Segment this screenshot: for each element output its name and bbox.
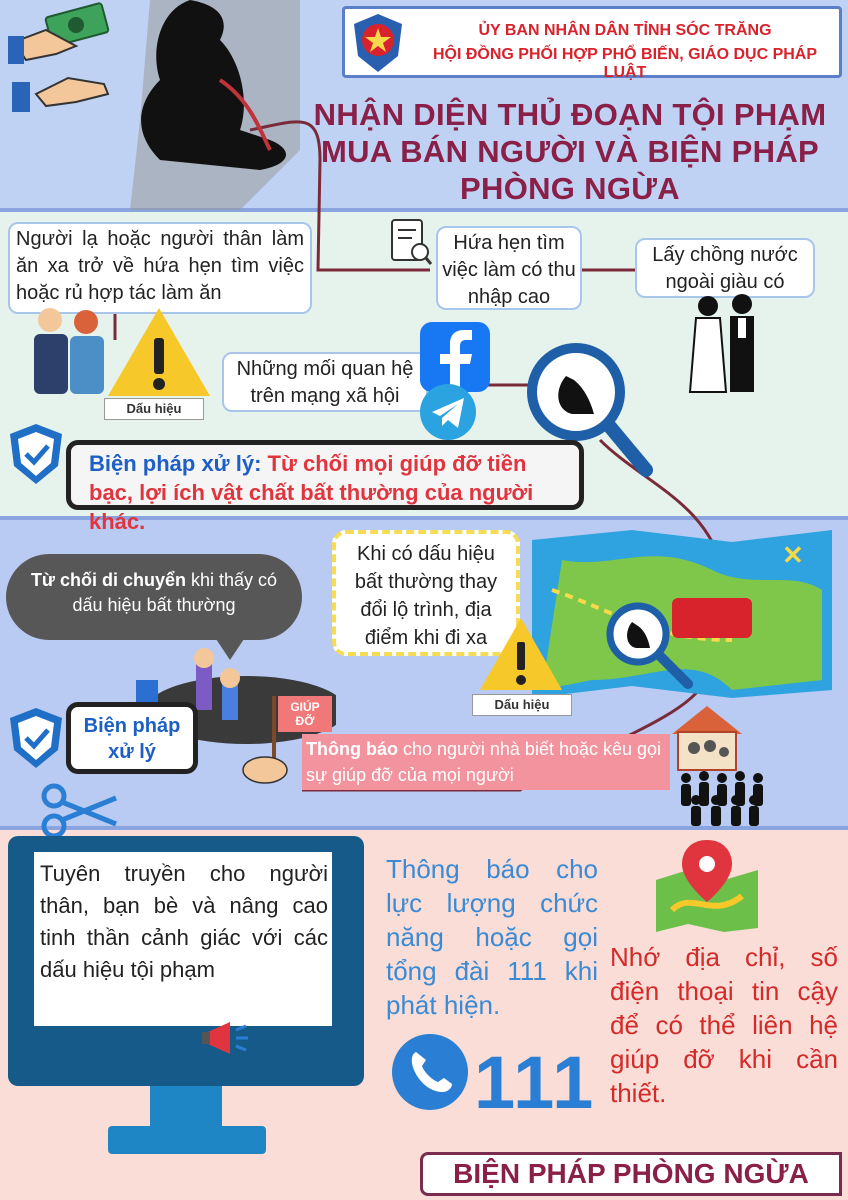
org-line-2: HỘI ĐỒNG PHỐI HỢP PHỔ BIẾN, GIÁO DỤC PHÁP LUẬT	[432, 46, 818, 81]
notify-text: cho người nhà biết hoặc kêu gọi sự giúp đỡ của mọi người	[306, 739, 662, 785]
hand-icon	[240, 754, 290, 786]
megaphone-icon	[200, 1018, 250, 1058]
wedding-couple-icon	[686, 292, 766, 396]
title-line: PHÒNG NGỪA	[460, 171, 680, 206]
business-people-icon	[22, 304, 112, 396]
page-title	[300, 96, 840, 207]
notify-family-box	[302, 734, 670, 790]
crowd-icon	[676, 770, 768, 828]
remember-contacts-text: Nhớ địa chỉ, số điện thoại tin cậy để có thể liên hệ giúp đỡ khi cần thiết.	[610, 942, 838, 1108]
footer-label: BIỆN PHÁP PHÒNG NGỪA	[420, 1152, 842, 1196]
sign-stranger-box: Người lạ hoặc người thân làm ăn xa trở về hứa hẹn tìm việc hoặc rủ hợp tác làm ăn	[8, 222, 312, 314]
telegram-icon	[418, 382, 478, 442]
shield-check-icon	[8, 706, 64, 770]
org-line-1: ỦY BAN NHÂN DÂN TỈNH SÓC TRĂNG	[478, 22, 772, 39]
sad-person-silhouette	[120, 0, 310, 175]
police-emblem-icon	[350, 12, 406, 74]
document-search-icon	[390, 218, 432, 268]
measure-label: Biện pháp xử lý:	[89, 451, 262, 476]
warning-label: Dấu hiệu	[472, 694, 572, 716]
title-line: NHẬN DIỆN THỦ ĐOẠN TỘI PHẠM	[313, 97, 827, 132]
bubble-emphasis: Từ chối di chuyển	[30, 570, 186, 590]
sign-job-promise-box: Hứa hẹn tìm việc làm có thu nhập cao	[436, 226, 582, 310]
title-line: MUA BÁN NGƯỜI VÀ BIỆN PHÁP	[320, 134, 819, 169]
monitor-stand	[150, 1086, 222, 1126]
sign-social-network-box: Những mối quan hệ trên mạng xã hội	[222, 352, 428, 412]
warning-icon	[478, 614, 564, 694]
bubble-text: khi thấy có dấu hiệu bất thường	[72, 570, 278, 615]
call-authorities-text: Thông báo cho lực lượng chức năng hoặc gọi tổng đài 111 khi phát hiện.	[386, 854, 598, 1020]
house-family-icon	[670, 704, 744, 772]
shield-check-icon	[8, 422, 64, 486]
measure-reject-material-box	[66, 440, 584, 534]
notify-emphasis: Thông báo	[306, 739, 398, 759]
svg-text:✕: ✕	[782, 540, 804, 570]
map-pin-icon	[652, 840, 762, 932]
monitor-base	[108, 1126, 266, 1154]
help-sign: GIÚP ĐỠ	[278, 696, 332, 732]
phone-icon	[390, 1032, 470, 1112]
warning-icon	[104, 304, 214, 400]
measure-label-box: Biện pháp xử lý	[66, 702, 198, 774]
refuse-travel-bubble	[6, 554, 302, 640]
warning-label: Dấu hiệu	[104, 398, 204, 420]
scissors-icon	[40, 782, 120, 840]
propaganda-text: Tuyên truyền cho người thân, bạn bè và nâng cao tinh thần cảnh giác với các dấu hiệu tội phạm	[40, 861, 328, 982]
sign-foreign-husband-box: Lấy chồng nước ngoài giàu có	[635, 238, 815, 298]
magnifier-icon	[604, 600, 694, 690]
route-change-warning-box: Khi có dấu hiệu bất thường thay đổi lộ trình, địa điểm khi đi xa	[332, 530, 520, 656]
measure-text: Từ chối mọi giúp đỡ tiền bạc, lợi ích vật chất bất thường của người khác.	[89, 451, 534, 534]
money-hand-icon	[6, 2, 126, 112]
hotline-number: 111	[474, 1041, 596, 1124]
